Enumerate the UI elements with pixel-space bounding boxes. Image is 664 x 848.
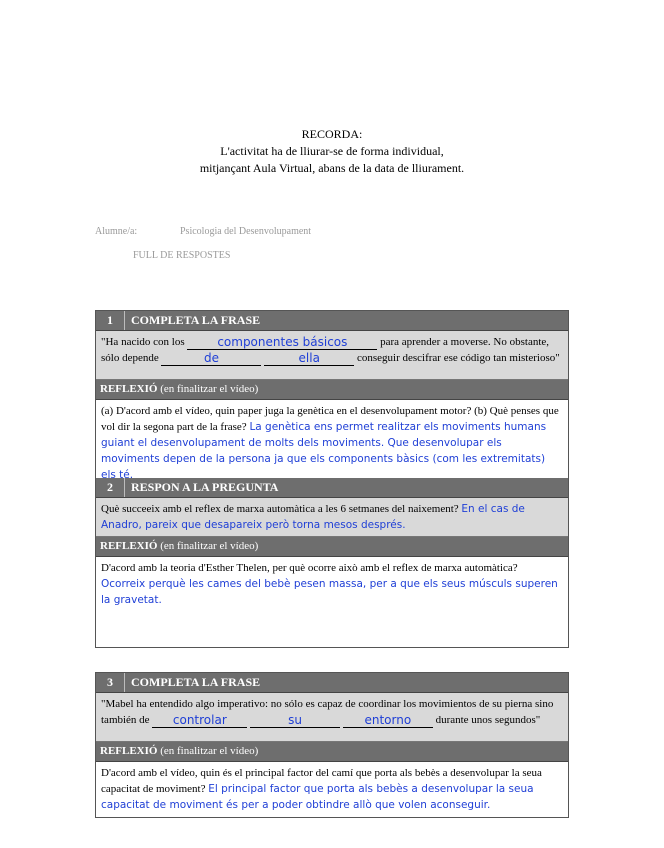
answer-blank[interactable]: de xyxy=(161,351,261,366)
sections-1-2 xyxy=(95,310,569,648)
question-text: durante unos segundos" xyxy=(435,714,541,726)
question-text: conseguir descifrar ese código tan misterioso" xyxy=(356,352,560,364)
section-number: 3 xyxy=(96,673,125,692)
reflexio-label: REFLEXIÓ xyxy=(100,383,158,395)
question-text: para aprender a moverse. No obstante, sólo depende xyxy=(101,336,550,364)
course-name: Psicologia del Desenvolupament xyxy=(180,226,312,237)
reminder-title: RECORDA: xyxy=(301,127,363,141)
answer-blank[interactable]: su xyxy=(250,713,340,728)
section-3-question xyxy=(96,693,568,742)
reflexio-label: REFLEXIÓ xyxy=(100,745,158,757)
section-3 xyxy=(95,672,569,818)
section-1-header xyxy=(96,311,568,331)
answer-blank[interactable]: ella xyxy=(264,351,354,366)
section-2-answer xyxy=(96,557,568,633)
reminder-line-1: L'activitat ha de lliurar-se de forma individual, xyxy=(220,144,444,158)
section-2-question xyxy=(96,498,568,537)
answer-question: (a) D'acord amb el vídeo, quin paper juga la genètica en el desenvolupament motor? (b) Què penses que vol dir la segona part de la frase? xyxy=(101,405,559,433)
reflexio-label: REFLEXIÓ xyxy=(100,540,158,552)
handwritten-answer[interactable]: Ocorreix perquè les cames del bebè pesen massa, per a que els seus músculs superen la gravetat. xyxy=(101,578,558,606)
answer-blank[interactable]: entorno xyxy=(343,713,433,728)
sheet-title: FULL DE RESPOSTES xyxy=(133,250,231,261)
reflexio-note: (en finalitzar el vídeo) xyxy=(160,383,259,395)
section-2-header xyxy=(96,478,568,498)
section-title: COMPLETA LA FRASE xyxy=(131,313,261,327)
section-1-question xyxy=(96,331,568,380)
reminder-line-2: mitjançant Aula Virtual, abans de la data de lliurament. xyxy=(199,161,465,175)
reminder-header xyxy=(0,126,664,177)
section-number: 1 xyxy=(96,311,125,330)
section-1-reflexio xyxy=(96,380,568,400)
handwritten-answer[interactable]: El principal factor que porta als bebès a desenvolupar la seua capacitat de moviment és per a poder obtindre allò que volen aconseguir. xyxy=(101,783,534,811)
section-title: COMPLETA LA FRASE xyxy=(131,675,261,689)
handwritten-answer[interactable]: La genètica ens permet realitzar els moviments humans guiant el desenvolupament de molts dels moviments. Que desenvolupar els moviments depen de la persona ja que els components bàsics (com les extremitats) els té. xyxy=(101,421,547,481)
section-number: 2 xyxy=(96,478,125,497)
section-2-reflexio xyxy=(96,537,568,557)
section-3-reflexio xyxy=(96,742,568,762)
question-text: Què succeeix amb el reflex de marxa automàtica a les 6 setmanes del naixement? xyxy=(101,503,459,515)
section-3-header xyxy=(96,673,568,693)
section-title: RESPON A LA PREGUNTA xyxy=(131,480,279,494)
section-3-answer xyxy=(96,762,568,812)
student-label: Alumne/a: xyxy=(95,226,138,237)
answer-blank[interactable]: componentes básicos xyxy=(187,335,377,350)
reflexio-note: (en finalitzar el vídeo) xyxy=(160,540,259,552)
reflexio-note: (en finalitzar el vídeo) xyxy=(160,745,259,757)
answer-question: D'acord amb el vídeo, quin és el principal factor del camí que porta als bebès a desenvolupar la seua capacitat de moviment? xyxy=(101,767,542,795)
answer-question: D'acord amb la teoria d'Esther Thelen, per què ocorre això amb el reflex de marxa automàtica? xyxy=(101,562,518,574)
answer-blank[interactable]: controlar xyxy=(152,713,247,728)
question-text: "Ha nacido con los xyxy=(101,336,185,348)
handwritten-answer[interactable]: En el cas de Anadro, pareix que desapareix però torna mesos després. xyxy=(101,503,525,531)
question-text: "Mabel ha entendido algo imperativo: no sólo es capaz de coordinar los movimientos de su pierna sino también de xyxy=(101,698,554,726)
section-1-answer xyxy=(96,400,568,481)
